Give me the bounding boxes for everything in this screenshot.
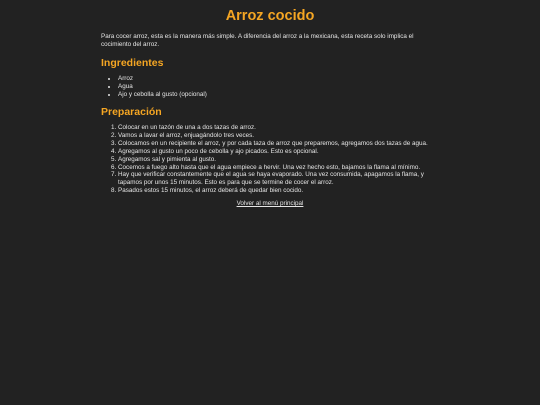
page-title: Arroz cocido (225, 8, 315, 24)
preparation-step: 6. Cocemos a fuego alto hasta que el agua empiece a hervir. Una vez hecho esto, bajamos la flama al mínimo. (118, 164, 439, 172)
ingredient-item: • Arroz (118, 75, 439, 83)
ingredient-item: • Ajo y cebolla al gusto (opcional) (118, 91, 439, 99)
preparation-step: 7. Hay que verificar constantemente que el agua se haya evaporado. Una vez consumida, apagamos la flama, y tapamos por unos 15 minutos. Esto es para que se termine de cocer el arroz. (118, 171, 439, 187)
preparation-step: 4. Agregamos al gusto un poco de cebolla y ajo picados. Esto es opcional. (118, 148, 439, 156)
preparation-step: 1. Colocar en un tazón de una a dos tazas de arroz. (118, 124, 439, 132)
recipe-page (101, 0, 439, 208)
ingredients-heading: Ingredientes (101, 56, 164, 69)
preparation-step: 2. Vamos a lavar el arroz, enjuagándolo tres veces. (118, 132, 439, 140)
back-link-container (101, 200, 439, 208)
back-to-main-menu-link[interactable]: Volver al menú principal (236, 200, 304, 208)
preparation-step: 3. Colocamos en un recipiente el arroz, y por cada taza de arroz que preparemos, agregamos dos tazas de agua. (118, 140, 439, 148)
ingredient-item: • Agua (118, 83, 439, 91)
preparation-heading: Preparación (101, 105, 162, 118)
intro-paragraph: Para cocer arroz, esta es la manera más simple. A diferencia del arroz a la mexicana, esta receta solo implica el cocimiento del arroz. (101, 32, 414, 48)
preparation-step: 8. Pasados estos 15 minutos, el arroz deberá de quedar bien cocido. (118, 187, 439, 195)
preparation-steps-list (101, 124, 439, 195)
preparation-step: 5. Agregamos sal y pimienta al gusto. (118, 156, 439, 164)
ingredients-list (101, 75, 439, 99)
